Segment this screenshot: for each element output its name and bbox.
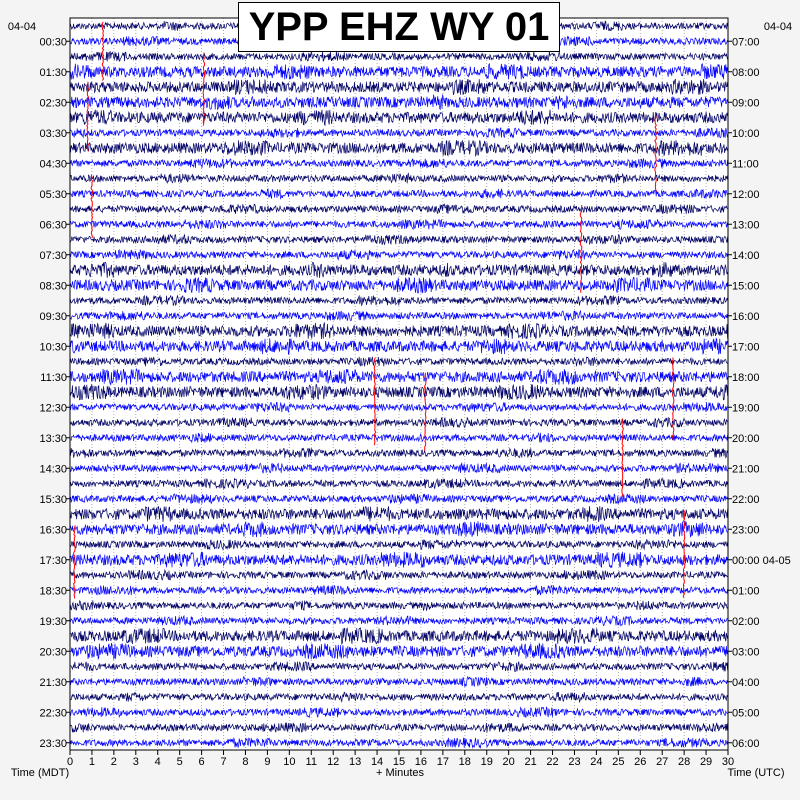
- x-tick-label: 25: [612, 756, 625, 768]
- right-time-label: 00:00 04-05: [732, 554, 791, 567]
- right-time-label: 23:00: [732, 524, 760, 537]
- left-time-label: 18:30: [39, 585, 67, 598]
- left-time-label: 20:30: [39, 646, 67, 659]
- left-time-label: 14:30: [39, 463, 67, 476]
- right-time-label: 01:00: [732, 585, 760, 598]
- x-tick-label: 29: [699, 756, 713, 768]
- right-time-label: 22:00: [732, 493, 760, 506]
- left-time-label: 16:30: [39, 524, 67, 537]
- right-time-label: 08:00: [732, 66, 760, 79]
- x-tick-label: 11: [305, 756, 317, 768]
- right-time-label: 11:00: [732, 158, 759, 171]
- x-tick-label: 7: [220, 756, 227, 768]
- right-time-label: 14:00: [732, 249, 760, 262]
- right-time-label: 04:00: [732, 676, 760, 689]
- left-time-label: 05:30: [39, 188, 67, 201]
- x-tick-label: 1: [88, 756, 95, 768]
- x-tick-label: 12: [327, 756, 340, 768]
- left-time-label: 04:30: [39, 158, 67, 171]
- right-axis-label: Time (UTC): [727, 767, 785, 779]
- left-time-label: 15:30: [39, 493, 67, 506]
- right-time-label: 19:00: [732, 402, 760, 415]
- x-tick-label: 13: [349, 756, 362, 768]
- x-tick-label: 6: [198, 756, 205, 768]
- right-time-label: 06:00: [732, 737, 760, 750]
- x-tick-label: 5: [176, 756, 183, 768]
- left-time-label: 17:30: [39, 554, 67, 567]
- right-time-label: 09:00: [732, 97, 760, 110]
- left-time-label: 09:30: [39, 310, 67, 323]
- x-tick-label: 30: [721, 756, 735, 768]
- left-time-label: 10:30: [39, 341, 67, 354]
- left-time-label: 23:30: [39, 737, 67, 750]
- left-time-label: 01:30: [39, 66, 67, 79]
- right-time-label: 18:00: [732, 371, 760, 384]
- x-tick-label: 17: [436, 756, 449, 768]
- right-time-label: 16:00: [732, 310, 760, 323]
- right-time-label: 02:00: [732, 615, 760, 628]
- x-tick-label: 26: [634, 756, 647, 768]
- left-time-label: 08:30: [39, 280, 67, 293]
- x-tick-label: 19: [480, 756, 493, 768]
- x-tick-label: 28: [678, 756, 691, 768]
- right-time-label: 20:00: [732, 432, 760, 445]
- right-time-label: 10:00: [732, 127, 760, 140]
- left-axis-label: Time (MDT): [10, 767, 70, 779]
- x-tick-label: 9: [264, 756, 271, 768]
- x-tick-label: 14: [370, 756, 384, 768]
- x-tick-label: 4: [154, 756, 161, 768]
- x-tick-label: 2: [110, 756, 117, 768]
- x-tick-label: 10: [283, 756, 296, 768]
- right-date-label: 04-04: [763, 21, 793, 33]
- right-time-label: 21:00: [732, 463, 760, 476]
- left-date-label: 04-04: [7, 21, 37, 33]
- right-time-label: 12:00: [732, 188, 760, 201]
- right-time-label: 05:00: [732, 707, 760, 720]
- x-tick-label: 22: [546, 756, 559, 768]
- left-time-label: 22:30: [39, 707, 67, 720]
- x-tick-label: 23: [568, 756, 581, 768]
- x-tick-label: 27: [656, 756, 669, 768]
- x-tick-label: 15: [392, 756, 406, 768]
- x-tick-label: 0: [66, 756, 74, 768]
- x-axis-label: + Minutes: [376, 767, 424, 779]
- left-time-label: 07:30: [39, 249, 67, 262]
- left-time-label: 12:30: [39, 402, 67, 415]
- chart-title-box: [238, 2, 560, 52]
- x-tick-label: 18: [458, 756, 471, 768]
- chart-title: YPP EHZ WY 01: [248, 5, 550, 49]
- right-time-label: 17:00: [732, 341, 760, 354]
- right-time-label: 07:00: [732, 36, 760, 49]
- left-time-label: 06:30: [39, 219, 67, 232]
- x-tick-label: 20: [502, 756, 515, 768]
- x-tick-label: 16: [414, 756, 428, 768]
- left-time-label: 11:30: [40, 371, 67, 384]
- left-time-label: 03:30: [39, 127, 67, 140]
- left-time-label: 00:30: [39, 36, 67, 49]
- x-tick-label: 8: [242, 756, 249, 768]
- x-tick-label: 24: [590, 756, 603, 768]
- x-tick-label: 3: [132, 756, 139, 768]
- left-time-label: 21:30: [39, 676, 67, 689]
- right-time-label: 03:00: [732, 646, 760, 659]
- right-time-label: 15:00: [732, 280, 760, 293]
- left-time-label: 13:30: [39, 432, 67, 445]
- right-time-label: 13:00: [732, 219, 760, 232]
- x-tick-label: 21: [524, 756, 537, 768]
- left-time-label: 02:30: [39, 97, 67, 110]
- left-time-label: 19:30: [39, 615, 67, 628]
